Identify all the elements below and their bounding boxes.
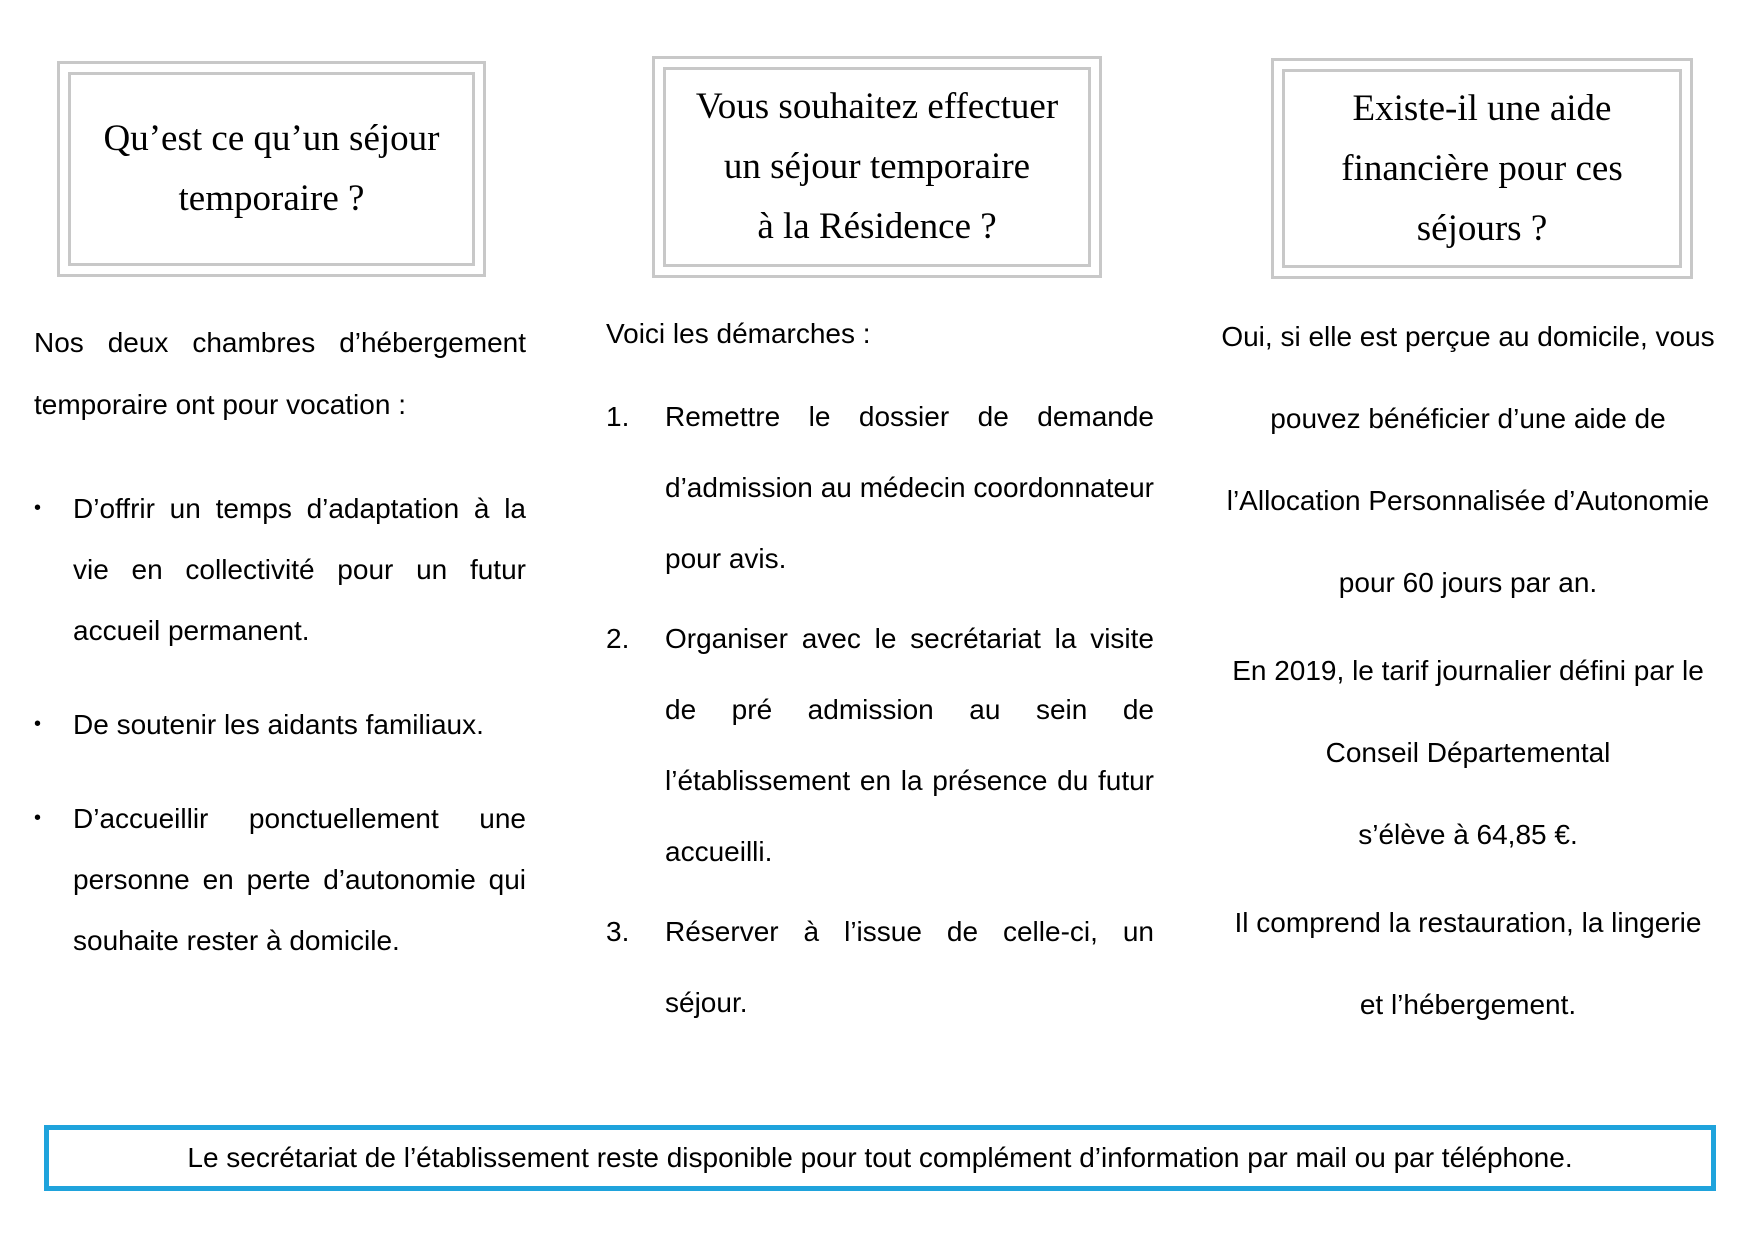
- definition-intro: Nos deux chambres d’hébergement temporaire ont pour vocation :: [34, 327, 526, 420]
- title-frame-what-is-temporary-stay: [57, 61, 486, 277]
- title-frame-want-temporary-stay: [652, 56, 1102, 278]
- title-frame-inner: [1282, 69, 1682, 268]
- text-line: Oui, si elle est perçue au domicile, vous: [1221, 321, 1715, 352]
- title-frame-inner: [663, 67, 1091, 267]
- list-item: [606, 381, 1154, 594]
- title-line: un séjour temporaire: [723, 146, 1031, 187]
- title-want-temporary-stay: [686, 77, 1068, 257]
- procedure-steps: [606, 381, 1154, 1038]
- step-number: 3.: [606, 916, 630, 947]
- step-number: 1.: [606, 401, 630, 432]
- text-line: pour 60 jours par an.: [1338, 567, 1598, 598]
- text-line: s’élève à 64,85 €.: [1358, 819, 1578, 850]
- list-item-text: D’accueillir ponctuellement une personne en perte d’autonomie qui souhaite rester à domicile.: [73, 803, 526, 956]
- column-financial-aid: [1196, 296, 1740, 1052]
- contact-info-text: Le secrétariat de l’établissement reste disponible pour tout complément d’information par mail ou par téléphone.: [187, 1142, 1573, 1173]
- bullet-icon: •: [34, 713, 42, 735]
- bullet-icon: •: [34, 497, 42, 519]
- title-what-is-temporary-stay: Qu’est ce qu’un séjour temporaire ?: [103, 118, 440, 219]
- list-item: [34, 788, 526, 971]
- text-line: En 2019, le tarif journalier défini par le: [1232, 655, 1704, 686]
- list-item: [606, 896, 1154, 1038]
- title-financial-aid: Existe-il une aide financière pour ces séjours ?: [1341, 87, 1623, 249]
- bullet-icon: •: [34, 807, 42, 829]
- step-text: Remettre le dossier de demande d’admission au médecin coordonnateur pour avis.: [665, 401, 1154, 574]
- column-definition: [34, 312, 526, 1004]
- step-text: Organiser avec le secrétariat la visite de pré admission au sein de l’établissement en la présence du futur accueilli.: [665, 623, 1154, 867]
- title-line: à la Résidence ?: [757, 206, 997, 247]
- title-line: Vous souhaitez effectuer: [695, 86, 1059, 127]
- procedure-intro: Voici les démarches :: [606, 318, 871, 349]
- list-item-text: D’offrir un temps d’adaptation à la vie en collectivité pour un futur accueil permanent.: [73, 493, 526, 646]
- list-item: [606, 603, 1154, 887]
- text-line: Conseil Départemental: [1325, 737, 1611, 768]
- tariff-paragraph: [1196, 630, 1740, 876]
- title-frame-inner: [68, 72, 475, 266]
- text-line: Il comprend la restauration, la lingerie: [1234, 907, 1702, 938]
- purpose-list: [34, 478, 526, 971]
- includes-paragraph: [1196, 882, 1740, 1046]
- list-item: [34, 478, 526, 661]
- step-number: 2.: [606, 623, 630, 654]
- step-text: Réserver à l’issue de celle-ci, un séjour.: [665, 916, 1154, 1018]
- aid-paragraph: [1196, 296, 1740, 624]
- title-frame-financial-aid: [1271, 58, 1693, 279]
- text-line: et l’hébergement.: [1359, 989, 1577, 1020]
- contact-info-box: [44, 1125, 1716, 1191]
- column-procedure: [606, 303, 1154, 1047]
- text-line: pouvez bénéficier d’une aide de: [1270, 403, 1666, 434]
- list-item-text: De soutenir les aidants familiaux.: [73, 709, 484, 740]
- text-line: l’Allocation Personnalisée d’Autonomie: [1226, 485, 1710, 516]
- list-item: [34, 694, 526, 755]
